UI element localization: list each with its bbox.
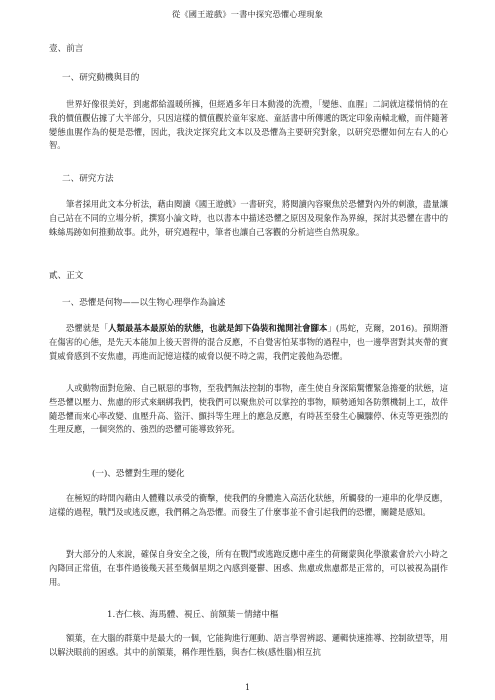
section-heading-body: 貳、正文 <box>49 271 84 281</box>
running-header: 從《國王遊戲》一書中探究恐懼心理現象 <box>172 9 323 19</box>
paragraph-method: 筆者採用此文本分析法，藉由閱讀《國王遊戲》一書研究，將閱讀內容聚焦於恐懼對內外的刺激，盡量讓自己站在不同的立場分析，撰寫小論文時，也以書本中描述恐懼之原因及現象作為界線，探討其恐懼在書中的蛛絲馬跡如何推動故事。此外，研究過程中，筆者也讓自己客觀的分析這些自然現象。 <box>49 199 448 237</box>
subheading-emotion-center: 1.杏仁核、海馬體、視丘、前額葉－情緒中樞 <box>107 610 279 620</box>
subheading-method: 二、研究方法 <box>62 174 114 184</box>
definition-suffix: 」(馬蛇，克爾，2016)。預期潛在傷害的心態，是先天本能加上後天習得的混合反應，不自覺害怕某事物的過程中，也一邊學習對其夾帶的實質威脅感到不安焦慮，再進而記憶這樣的威脅以便不時之需，我們定義他為恐懼。 <box>49 323 448 361</box>
definition-quote: 人類最基本最原始的狀態，也就是卸下偽裝和拋開社會腳本 <box>108 323 328 333</box>
subheading-physiological-changes: (一)、恐懼對生理的變化 <box>92 469 185 479</box>
paragraph-motivation: 世界好像很美好，到處都給溫暖所擁，但經過多年日本動漫的洗禮，「變態、血腥」二詞就這樣悄悄的在我的價值觀佔據了大半部分，只因這樣的價值觀於童年家庭、童話書中所傳遞的既定印象南轅北轍，而伴隨著變態血腥作為的便是恐懼，因此，我決定探究此文本以及恐懼為主要研究對象，以研究恐懼如何左右人的心智。 <box>49 99 448 151</box>
subheading-what-is-fear: 一、恐懼是何物——以生物心理學作為論述 <box>62 298 226 308</box>
paragraph-fear-definition <box>49 322 448 363</box>
paragraph-physiology-1: 在極短的時間內藉由人體難以承受的衝擊，使我們的身體進入高活化狀態，所觸發的一連串的化學反應，這樣的過程，戰鬥及或逃反應，我們稱之為恐懼。而發生了什麼事並不會引起我們的恐懼，關鍵是感知。 <box>49 493 448 517</box>
definition-prefix: 恐懼就是「 <box>66 323 109 333</box>
paragraph-frontal-lobe: 額葉，在大腦的群葉中是最大的一個，它能夠進行運動、語言學習辨認、邏輯快速推導、控制欲望等，用以解決眼前的困惑。其中的前額葉，稱作理性腦，與杏仁核(感性腦)相互抗 <box>49 633 448 657</box>
section-heading-preface: 壹、前言 <box>49 44 84 54</box>
subheading-motivation: 一、研究動機與目的 <box>62 73 140 83</box>
paragraph-physiology-2: 對大部分的人來說，確保自身安全之後，所有在戰鬥或逃跑反應中產生的荷爾蒙與化學激素會於六小時之內降回正常值，在事件過後幾天甚至幾個星期之內感到憂鬱、困惑、焦慮或焦慮都是正常的，可以被視為副作用。 <box>49 549 448 587</box>
page-number: 1 <box>244 683 251 692</box>
paragraph-fear-response: 人或動物面對危險、自己厭惡的事物，至我們無法控制的事物，產生使自身深陷驚懼緊急擔憂的狀態，這些恐懼以壓力、焦慮的形式來綑綁我們，使我們可以聚焦於可以掌控的事物，順勢通知各防禦機制上工，故伴隨恐懼而來心率改變、血壓升高、盜汗、顫抖等生理上的應急反應，有時甚至發生心臟驟停、休克等更強烈的生理反應，一個突然的、強烈的恐懼可能導致猝死。 <box>49 383 448 435</box>
